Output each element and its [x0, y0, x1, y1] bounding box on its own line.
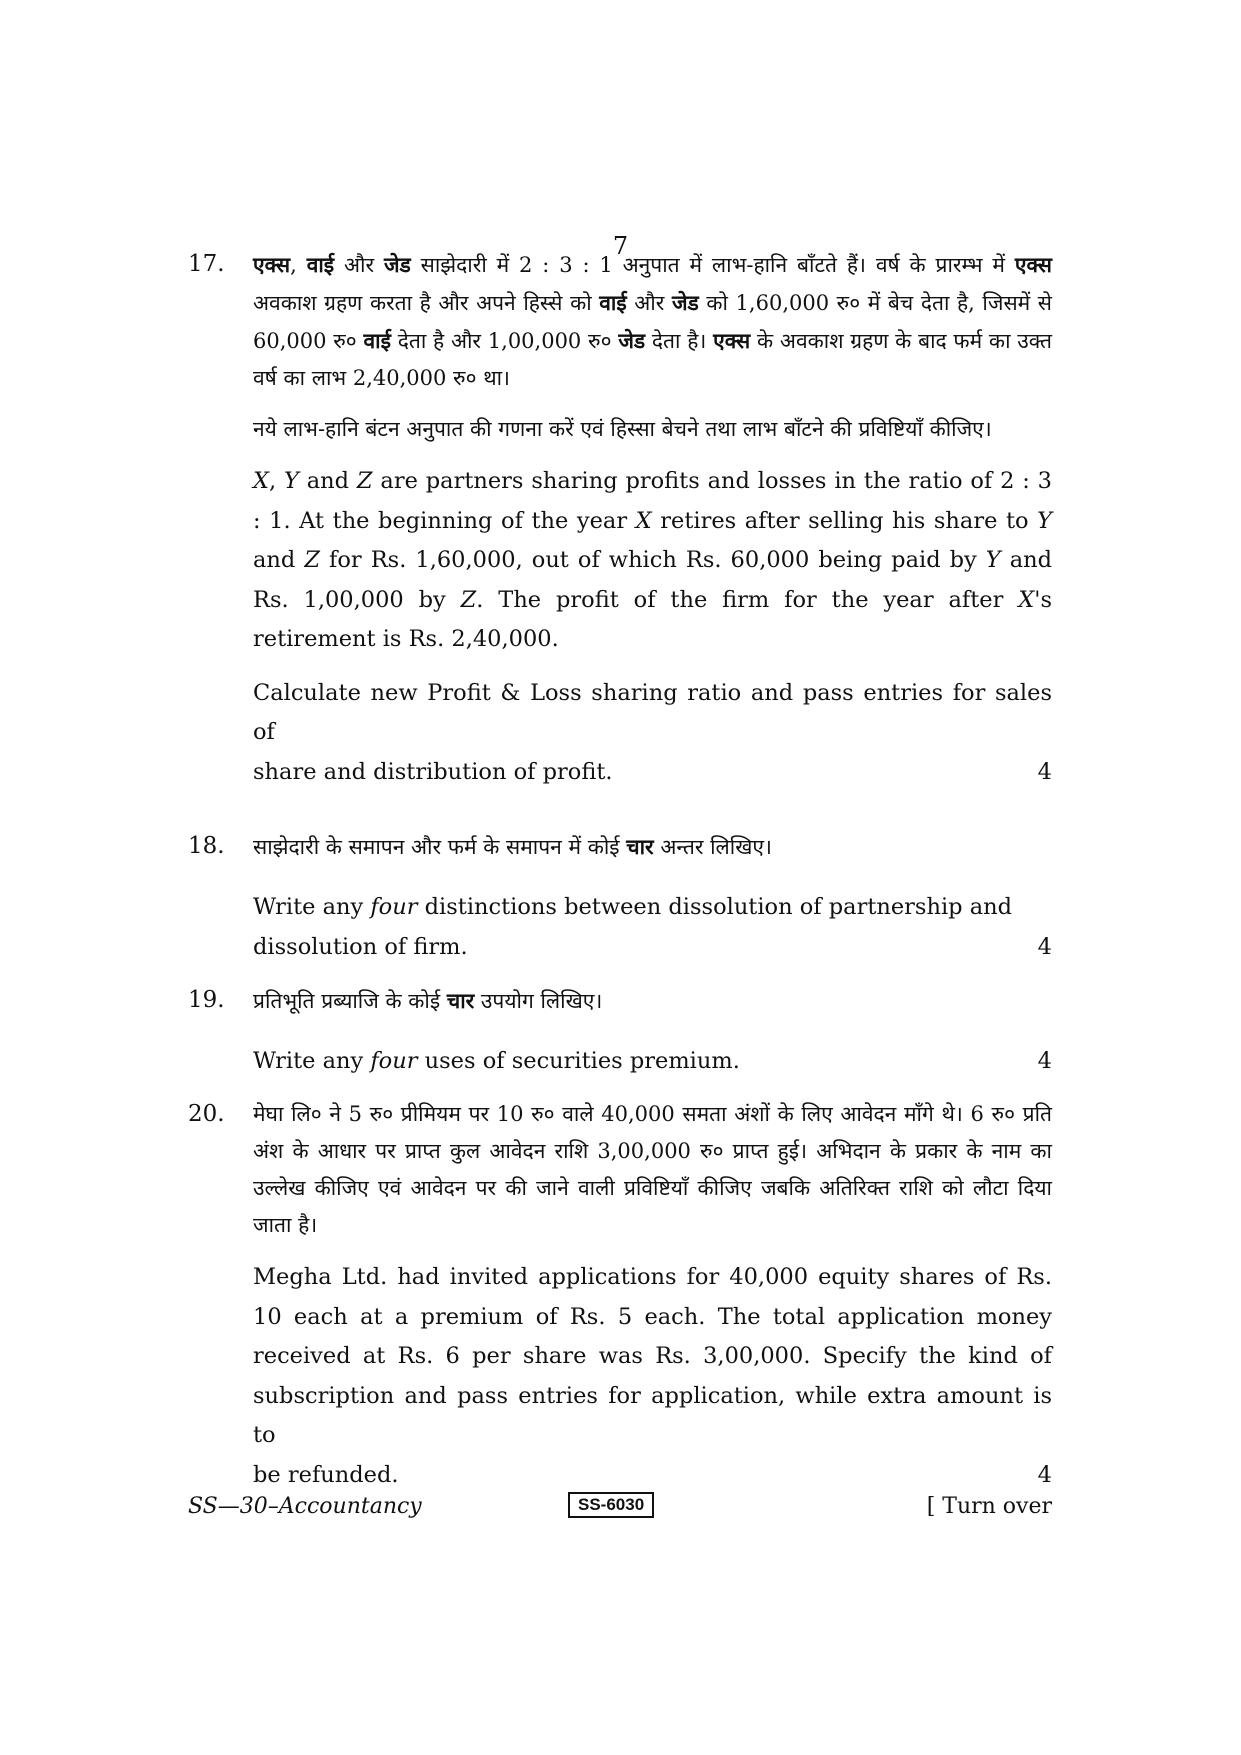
marks: 4 [1037, 933, 1052, 960]
hindi-instruction: नये लाभ-हानि बंटन अनुपात की गणना करें एवं हिस्सा बेचने तथा लाभ बाँटने की प्रविष्टियाँ कीजिए। [253, 417, 992, 441]
paper-code-box: SS-6030 [568, 1492, 654, 1518]
english-question: Write any four uses of securities premium. 4 [253, 1042, 1052, 1082]
question-number: 17. [188, 251, 225, 277]
english-paragraph: X, Y and Z are partners sharing profits and losses in the ratio of 2 : 3 : 1. At the beginning of the year X retires after selling his share to Y and Z for Rs. 1,60,000, out of which Rs. 60,000 being paid by Y and Rs. 1,00,000 by Z. The profit of the firm for the year after X's retirement is Rs. 2,40,000. [253, 468, 1053, 652]
hindi-paragraph: मेघा लि० ने 5 रु० प्रीमियम पर 10 रु० वाले 40,000 समता अंशों के लिए आवेदन माँगे थे। 6 रु० प्रति अंश के आधार पर प्राप्त कुल आवेदन राशि 3,00,000 रु० प्राप्त हुई। अभिदान के प्रकार के नाम का उल्लेख कीजिए एवं आवेदन पर की जाने वाली प्रविष्टियाँ कीजिए जबकि अतिरिक्त राशि को लौटा दिया जाता है। [253, 1102, 1052, 1237]
question-number: 18. [188, 833, 225, 859]
question-body [253, 246, 1052, 792]
page-footer [188, 1490, 1052, 1530]
english-question: Write any four distinctions between dissolution of partnership and [253, 894, 1013, 920]
english-instruction-last-line: share and distribution of profit. 4 [253, 753, 1052, 793]
question-number: 20. [188, 1101, 225, 1127]
hindi-question: साझेदारी के समापन और फर्म के समापन में कोई चार अन्तर लिखिए। [253, 834, 772, 859]
turn-over-note: [ Turn over [926, 1494, 1052, 1519]
subject-code: SS—30–Accountancy [188, 1494, 422, 1519]
question-number: 19. [188, 987, 225, 1013]
hindi-question: प्रतिभूति प्रब्याजि के कोई चार उपयोग लिखिए। [253, 988, 603, 1013]
question-body [253, 828, 1052, 967]
question-body [253, 982, 1052, 1082]
english-instruction: Calculate new Profit & Loss sharing ratio and pass entries for sales of [253, 679, 1052, 745]
hindi-paragraph: एक्स, वाई और जेड साझेदारी में 2 : 3 : 1 अनुपात में लाभ-हानि बाँटते हैं। वर्ष के प्रारम्भ में एक्स अवकाश ग्रहण करता है और अपने हिस्से को वाई और जेड को 1,60,000 रु० में बेच देता है, जिसमें से 60,000 रु० वाई देता है और 1,00,000 रु० जेड देता है। एक्स के अवकाश ग्रहण के बाद फर्म का उक्त वर्ष का लाभ 2,40,000 रु० था। [253, 252, 1053, 390]
english-paragraph: Megha Ltd. had invited applications for 40,000 equity shares of Rs. 10 each at a premium of Rs. 5 each. The total application money received at Rs. 6 per share was Rs. 3,00,000. Specify the kind of subscription and pass entries for application, while extra amount is to [253, 1264, 1052, 1448]
marks: 4 [1037, 1461, 1052, 1488]
question-body [253, 1096, 1052, 1495]
page-number: 7 [612, 232, 629, 260]
english-paragraph-last-line: be refunded. 4 [253, 1456, 1052, 1496]
english-question-last-line: dissolution of firm. 4 [253, 928, 1052, 968]
marks: 4 [1037, 1048, 1052, 1074]
marks: 4 [1037, 758, 1052, 785]
